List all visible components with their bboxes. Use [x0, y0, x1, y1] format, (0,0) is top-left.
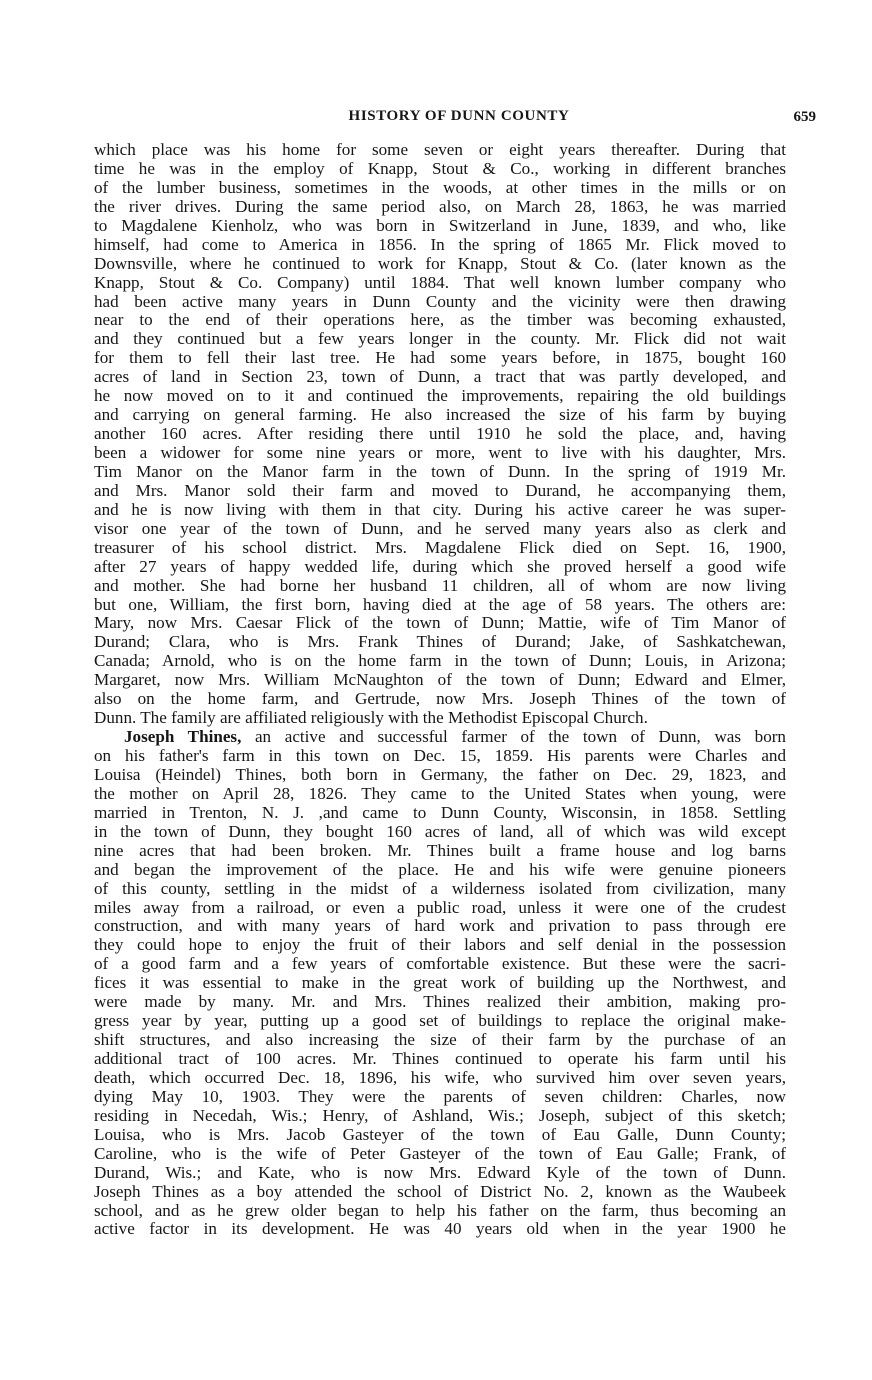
text-line: of a good farm and a few years of comfortable existence. But these were the sacri-: [94, 955, 786, 974]
text-line: been a widower for some nine years or more, went to live with his daughter, Mrs.: [94, 444, 786, 462]
text-line: active factor in its development. He was 40 years old when in the year 1900 he: [94, 1220, 786, 1239]
text-line: also on the home farm, and Gertrude, now Mrs. Joseph Thines of the town of: [94, 690, 786, 709]
paragraph-joseph-thines: [94, 728, 786, 1239]
text-line: and began the improvement of the place. He and his wife were genuine pioneers: [94, 860, 786, 879]
text-line: Joseph Thines as a boy attended the school of District No. 2, known as the Waubeek: [94, 1182, 786, 1201]
text-line: visor one year of the town of Dunn, and he served many years also as clerk and: [94, 519, 786, 538]
text-line: in the town of Dunn, they bought 160 acres of land, all of which was wild except: [94, 822, 786, 841]
text-line: on his father's farm in this town on Dec. 15, 1859. His parents were Charles and: [94, 747, 786, 765]
text-line: fices it was essential to make in the great work of building up the Northwest, and: [94, 974, 786, 993]
text-line-rest: an active and successful farmer of the town of Dunn, was born: [241, 728, 786, 747]
text-line: of this county, settling in the midst of a wilderness isolated from civilization, many: [94, 879, 786, 898]
text-line: after 27 years of happy wedded life, during which she proved herself a good wife: [94, 557, 786, 576]
text-line: gress year by year, putting up a good set of buildings to replace the original make-: [94, 1012, 786, 1031]
text-line: married in Trenton, N. J. ,and came to Dunn County, Wisconsin, in 1858. Settling: [94, 803, 786, 822]
page-number: 659: [793, 109, 816, 125]
text-line: additional tract of 100 acres. Mr. Thines continued to operate his farm until his: [94, 1050, 786, 1068]
text-line: were made by many. Mr. and Mrs. Thines realized their ambition, making pro-: [94, 993, 786, 1012]
text-line: Tim Manor on the Manor farm in the town of Dunn. In the spring of 1919 Mr.: [94, 462, 786, 481]
text-line: Dunn. The family are affiliated religiously with the Methodist Episcopal Church.: [94, 709, 648, 728]
text-line: they could hope to enjoy the fruit of their labors and self denial in the possession: [94, 936, 786, 955]
text-line: the mother on April 28, 1826. They came to the United States when young, were: [94, 784, 786, 803]
text-line: and carrying on general farming. He also increased the size of his farm by buying: [94, 406, 786, 425]
running-title: HISTORY OF DUNN COUNTY: [348, 108, 570, 124]
text-line: Durand, Wis.; and Kate, who is now Mrs. Edward Kyle of the town of Dunn.: [94, 1163, 786, 1182]
text-line: Downsville, where he continued to work for Knapp, Stout & Co. (later known as the: [94, 254, 786, 273]
text-line: [94, 728, 786, 747]
text-line: near to the end of their operations here, as the timber was becoming exhausted,: [94, 311, 786, 330]
text-line: to Magdalene Kienholz, who was born in Switzerland in June, 1839, and who, like: [94, 216, 786, 235]
text-line: Margaret, now Mrs. William McNaughton of the town of Dunn; Edward and Elmer,: [94, 671, 786, 690]
text-line: Caroline, who is the wife of Peter Gasteyer of the town of Eau Galle; Frank, of: [94, 1144, 786, 1163]
text-line: himself, had come to America in 1856. In the spring of 1865 Mr. Flick moved to: [94, 235, 786, 254]
text-line: nine acres that had been broken. Mr. Thines built a frame house and log barns: [94, 841, 786, 860]
text-line: and they continued but a few years longer in the county. Mr. Flick did not wait: [94, 330, 786, 349]
text-line: Knapp, Stout & Co. Company) until 1884. That well known lumber company who: [94, 273, 786, 292]
text-line: time he was in the employ of Knapp, Stout & Co., working in different branches: [94, 159, 786, 178]
text-line: dying May 10, 1903. They were the parents of seven children: Charles, now: [94, 1087, 786, 1106]
text-line: shift structures, and also increasing the size of their farm by the purchase of an: [94, 1031, 786, 1050]
text-line: death, which occurred Dec. 18, 1896, his wife, who survived him over seven years,: [94, 1068, 786, 1087]
text-line: the river drives. During the same period also, on March 28, 1863, he was married: [94, 197, 786, 216]
text-line: treasurer of his school district. Mrs. Magdalene Flick died on Sept. 16, 1900,: [94, 538, 786, 557]
text-line: and Mrs. Manor sold their farm and moved to Durand, he accompanying them,: [94, 481, 786, 500]
text-line: he now moved on to it and continued the improvements, repairing the old buildings: [94, 387, 786, 406]
text-line: Durand; Clara, who is Mrs. Frank Thines of Durand; Jake, of Sashkatchewan,: [94, 633, 786, 652]
text-line: Louisa (Heindel) Thines, both born in Germany, the father on Dec. 29, 1823, and: [94, 765, 786, 784]
body-text: [94, 141, 786, 1239]
text-line: Mary, now Mrs. Caesar Flick of the town of Dunn; Mattie, wife of Tim Manor of: [94, 614, 786, 633]
text-line: and he is now living with them in that city. During his active career he was super-: [94, 500, 786, 519]
text-line: for them to fell their last tree. He had some years before, in 1875, bought 160: [94, 349, 786, 368]
text-line: residing in Necedah, Wis.; Henry, of Ashland, Wis.; Joseph, subject of this sketch;: [94, 1106, 786, 1125]
text-line: but one, William, the first born, having died at the age of 58 years. The others are:: [94, 595, 786, 614]
subject-name: Joseph Thines,: [124, 728, 242, 747]
text-line: which place was his home for some seven or eight years thereafter. During that: [94, 141, 786, 159]
page-header: [96, 104, 822, 130]
text-line: Louisa, who is Mrs. Jacob Gasteyer of the town of Eau Galle, Dunn County;: [94, 1125, 786, 1144]
text-line: another 160 acres. After residing there until 1910 he sold the place, and, having: [94, 425, 786, 444]
text-line: Canada; Arnold, who is on the home farm in the town of Dunn; Louis, in Arizona;: [94, 652, 786, 671]
text-line: and mother. She had borne her husband 11 children, all of whom are now living: [94, 576, 786, 595]
text-line: acres of land in Section 23, town of Dunn, a tract that was partly developed, and: [94, 368, 786, 387]
text-line: miles away from a railroad, or even a public road, unless it were one of the crudest: [94, 898, 786, 917]
text-line: had been active many years in Dunn County and the vicinity were then drawing: [94, 292, 786, 311]
text-line: school, and as he grew older began to help his father on the farm, thus becoming an: [94, 1201, 786, 1220]
text-line: of the lumber business, sometimes in the woods, at other times in the mills or on: [94, 178, 786, 197]
text-line: construction, and with many years of hard work and privation to pass through ere: [94, 917, 786, 936]
paragraph-flick-continued: [94, 141, 786, 728]
